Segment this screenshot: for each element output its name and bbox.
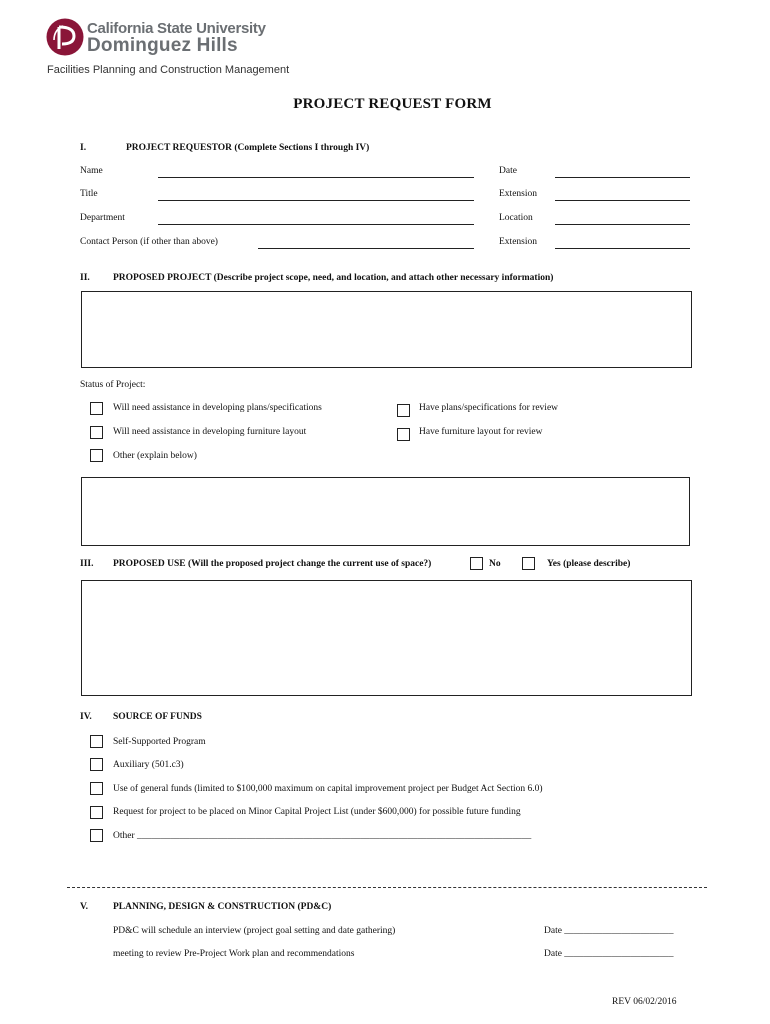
section3-heading: PROPOSED USE (Will the proposed project change the current use of space?) <box>113 559 432 569</box>
have-plans-label: Have plans/specifications for review <box>419 403 559 413</box>
status-label: Status of Project: <box>80 380 146 390</box>
proposed-use-box[interactable] <box>81 580 692 696</box>
title-field[interactable] <box>158 200 474 201</box>
self-supported-label: Self-Supported Program <box>113 737 206 747</box>
use-change-no-checkbox[interactable] <box>470 557 483 570</box>
assist-furniture-checkbox[interactable] <box>90 426 103 439</box>
auxiliary-label: Auxiliary (501.c3) <box>113 760 184 770</box>
form-title: PROJECT REQUEST FORM <box>293 96 492 112</box>
contact-person-label: Contact Person (if other than above) <box>80 237 218 247</box>
department-field[interactable] <box>158 224 474 225</box>
section5-heading: PLANNING, DESIGN & CONSTRUCTION (PD&C) <box>113 902 332 912</box>
pdc-line1: PD&C will schedule an interview (project goal setting and date gathering) <box>113 926 396 936</box>
pdc-date1[interactable]: Date _______________________ <box>544 926 674 936</box>
pdc-date2[interactable]: Date _______________________ <box>544 949 674 959</box>
title-label: Title <box>80 189 98 199</box>
other-status-checkbox[interactable] <box>90 449 103 462</box>
extension2-label: Extension <box>499 237 537 247</box>
location-label: Location <box>499 213 533 223</box>
assist-plans-label: Will need assistance in developing plans/specifications <box>113 403 322 413</box>
minor-capital-checkbox[interactable] <box>90 806 103 819</box>
general-funds-checkbox[interactable] <box>90 782 103 795</box>
section3-numeral: III. <box>80 559 94 569</box>
auxiliary-checkbox[interactable] <box>90 758 103 771</box>
section1-heading: PROJECT REQUESTOR (Complete Sections I through IV) <box>126 143 370 153</box>
other-funds-label: Other ___________________________________________________________________________________ <box>113 831 532 841</box>
department-label: Department <box>80 213 125 223</box>
university-name-line2: Dominguez Hills <box>87 35 238 56</box>
location-field[interactable] <box>555 224 690 225</box>
name-label: Name <box>80 166 103 176</box>
pdc-line2: meeting to review Pre-Project Work plan and recommendations <box>113 949 355 959</box>
name-field[interactable] <box>158 177 474 178</box>
logo-seal-icon <box>46 18 84 56</box>
general-funds-label: Use of general funds (limited to $100,000 maximum on capital improvement project per Budget Act Section 6.0) <box>113 784 543 794</box>
have-plans-checkbox[interactable] <box>397 404 410 417</box>
use-change-no-label: No <box>489 559 501 569</box>
department-name: Facilities Planning and Construction Management <box>47 64 290 76</box>
section5-numeral: V. <box>80 902 89 912</box>
section1-numeral: I. <box>80 143 87 153</box>
minor-capital-label: Request for project to be placed on Minor Capital Project List (under $600,000) for possible future funding <box>113 807 521 817</box>
other-funds-checkbox[interactable] <box>90 829 103 842</box>
university-logo <box>46 18 84 56</box>
other-explain-box[interactable] <box>81 477 690 546</box>
section-divider <box>67 887 707 888</box>
assist-furniture-label: Will need assistance in developing furniture layout <box>113 427 307 437</box>
extension-field[interactable] <box>555 200 690 201</box>
other-status-label: Other (explain below) <box>113 451 197 461</box>
section4-numeral: IV. <box>80 712 92 722</box>
contact-person-field[interactable] <box>258 248 474 249</box>
date-field[interactable] <box>555 177 690 178</box>
project-description-box[interactable] <box>81 291 692 368</box>
use-change-yes-checkbox[interactable] <box>522 557 535 570</box>
use-change-yes-label: Yes (please describe) <box>547 559 631 569</box>
section2-heading: PROPOSED PROJECT (Describe project scope, need, and location, and attach other necessary information) <box>113 273 554 283</box>
have-furniture-checkbox[interactable] <box>397 428 410 441</box>
section4-heading: SOURCE OF FUNDS <box>113 712 202 722</box>
extension-label: Extension <box>499 189 537 199</box>
self-supported-checkbox[interactable] <box>90 735 103 748</box>
date-label: Date <box>499 166 517 176</box>
university-name-line1: California State University <box>87 20 266 37</box>
revision-label: REV 06/02/2016 <box>612 997 677 1007</box>
extension2-field[interactable] <box>555 248 690 249</box>
section2-numeral: II. <box>80 273 90 283</box>
have-furniture-label: Have furniture layout for review <box>419 427 543 437</box>
assist-plans-checkbox[interactable] <box>90 402 103 415</box>
